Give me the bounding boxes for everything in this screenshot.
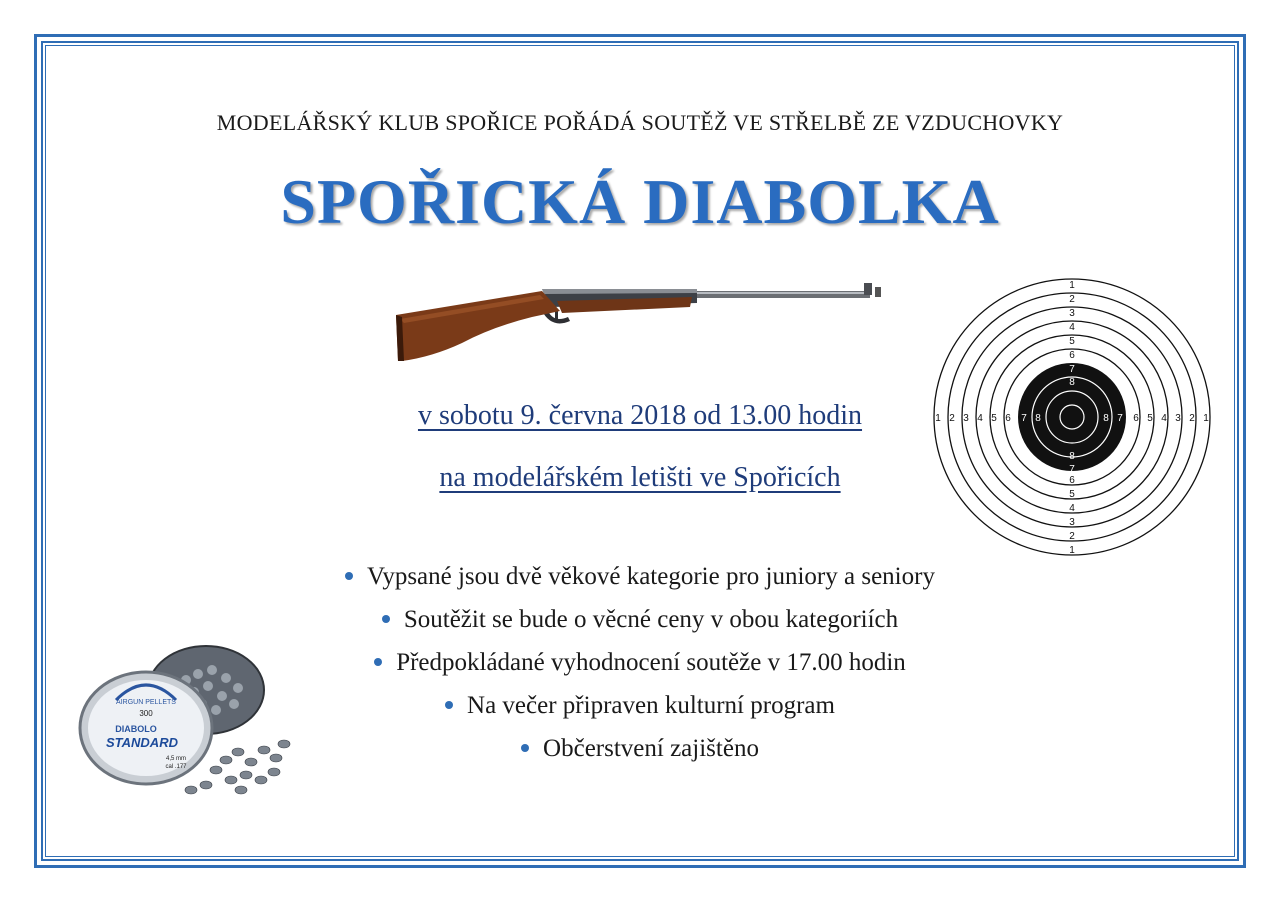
svg-text:5: 5 [991, 413, 997, 424]
svg-text:6: 6 [1069, 475, 1075, 486]
bullet-icon [345, 572, 353, 580]
svg-text:1: 1 [935, 413, 941, 424]
svg-text:1: 1 [1069, 280, 1075, 291]
list-item: Předpokládané vyhodnocení soutěže v 17.00 hodin [0, 641, 1280, 684]
event-place-text: na modelářském letišti ve Spořicích [439, 462, 841, 493]
svg-text:6: 6 [1069, 350, 1075, 361]
bullet-icon [521, 744, 529, 752]
svg-text:4: 4 [1069, 503, 1075, 514]
tin-label-line1: AIRGUN PELLETS [116, 699, 176, 706]
list-item: Vypsané jsou dvě věkové kategorie pro juniory a seniory [0, 555, 1280, 598]
svg-text:2: 2 [1069, 531, 1075, 542]
bullet-icon [374, 658, 382, 666]
bullet-icon [382, 615, 390, 623]
tin-label-line5: 4,5 mm [165, 756, 187, 762]
event-title: SPOŘICKÁ DIABOLKA [280, 166, 1000, 237]
svg-text:2: 2 [1189, 413, 1195, 424]
svg-text:8: 8 [1035, 413, 1041, 424]
tin-label-line6: cal .177 [165, 764, 187, 770]
tin-label-line3: DIABOLO [115, 724, 157, 734]
svg-text:7: 7 [1069, 364, 1075, 375]
svg-text:6: 6 [1005, 413, 1011, 424]
svg-text:8: 8 [1069, 451, 1075, 462]
svg-text:7: 7 [1021, 413, 1027, 424]
svg-text:5: 5 [1147, 413, 1153, 424]
tin-label-line2: 300 [139, 709, 153, 718]
svg-text:3: 3 [1069, 517, 1075, 528]
svg-text:6: 6 [1133, 413, 1139, 424]
svg-text:3: 3 [963, 413, 969, 424]
tin-label-line4: STANDARD [106, 735, 178, 750]
svg-text:1: 1 [1203, 413, 1209, 424]
svg-text:3: 3 [1175, 413, 1181, 424]
svg-text:7: 7 [1117, 413, 1123, 424]
air-rifle-icon [392, 277, 892, 367]
svg-text:2: 2 [949, 413, 955, 424]
list-item: Na večer připraven kulturní program [0, 684, 1280, 727]
svg-text:7: 7 [1069, 464, 1075, 475]
svg-text:3: 3 [1069, 308, 1075, 319]
svg-text:8: 8 [1103, 413, 1109, 424]
svg-text:2: 2 [1069, 294, 1075, 305]
svg-text:4: 4 [1161, 413, 1167, 424]
pellet-tin-icon [76, 640, 296, 800]
svg-text:5: 5 [1069, 489, 1075, 500]
svg-text:4: 4 [1069, 322, 1075, 333]
event-subtitle: MODELÁŘSKÝ KLUB SPOŘICE POŘÁDÁ SOUTĚŽ VE STŘELBĚ ZE VZDUCHOVKY [216, 110, 1064, 135]
svg-text:8: 8 [1069, 377, 1075, 388]
svg-text:5: 5 [1069, 336, 1075, 347]
event-date-time [0, 400, 1280, 432]
list-item: Soutěžit se bude o věcné ceny v obou kategoriích [0, 598, 1280, 641]
event-place [0, 462, 1280, 494]
list-item: Občerstvení zajištěno [0, 727, 1280, 770]
bullet-icon [445, 701, 453, 709]
svg-text:1: 1 [1069, 545, 1075, 556]
event-date-time-text: v sobotu 9. června 2018 od 13.00 hodin [417, 400, 863, 431]
svg-text:4: 4 [977, 413, 983, 424]
